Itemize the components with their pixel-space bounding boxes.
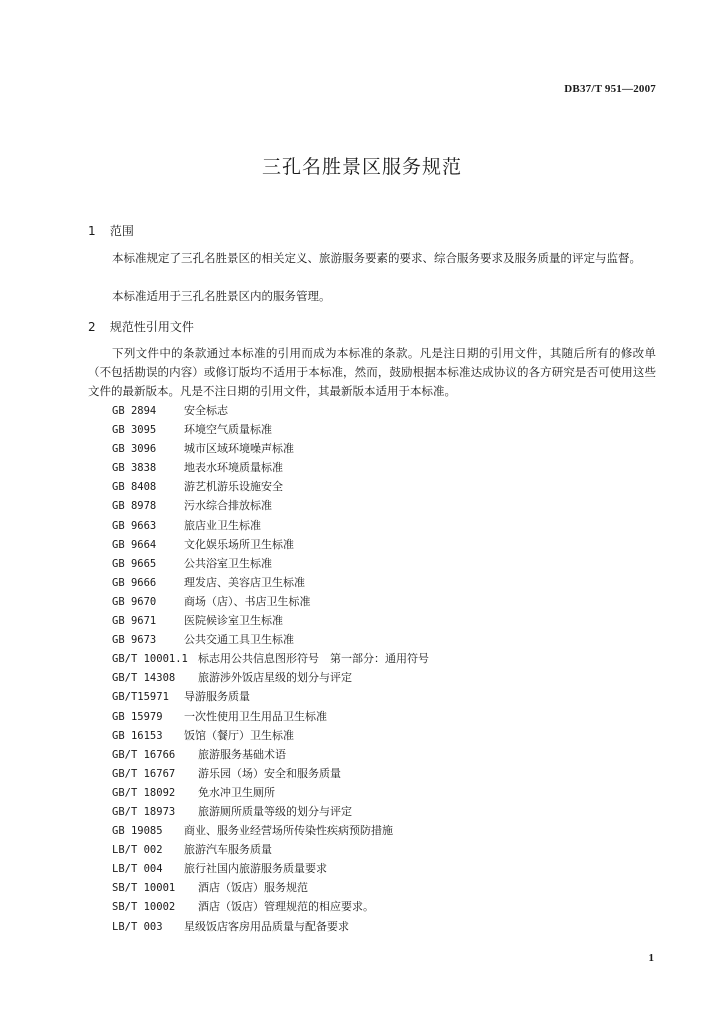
reference-code: GB 19085: [112, 825, 163, 838]
reference-code: GB 3096: [112, 443, 157, 456]
reference-item: [112, 573, 429, 592]
reference-item: [112, 516, 429, 535]
reference-code: GB 9663: [112, 519, 157, 532]
reference-item: [112, 611, 429, 630]
reference-title: 一次性使用卫生用品卫生标准: [184, 709, 327, 723]
reference-title: 环境空气质量标准: [184, 423, 272, 437]
reference-title: 旅店业卫生标准: [184, 518, 261, 532]
reference-code: GB 2894: [112, 405, 157, 417]
reference-code: GB 9665: [112, 557, 157, 570]
reference-code: GB 9664: [112, 538, 157, 551]
reference-code: GB 3095: [112, 424, 157, 437]
reference-title: 安全标志: [184, 404, 228, 417]
reference-code: GB/T15971: [112, 691, 169, 704]
reference-code: LB/T 004: [112, 863, 163, 876]
reference-item: [112, 592, 429, 611]
reference-title: 标志用公共信息图形符号 第一部分：通用符号: [198, 652, 429, 666]
reference-item: [112, 535, 429, 554]
section-2-paragraph: 下列文件中的条款通过本标准的引用而成为本标准的条款。凡是注日期的引用文件，其随后所有的修改单（不包括勘误的内容）或修订版均不适用于本标准，然而，鼓励根据本标准达成协议的各方研究是否可使用这些文件的最新版本。凡是不注日期的引用文件，其最新版本适用于本标准。: [88, 346, 656, 398]
document-title: 三孔名胜景区服务规范: [261, 156, 462, 178]
reference-item: [112, 420, 429, 439]
reference-item: [112, 439, 429, 458]
reference-code: GB 15979: [112, 710, 163, 723]
reference-item: [112, 840, 429, 859]
reference-item: [112, 897, 429, 916]
reference-code: GB 16153: [112, 729, 163, 742]
section-1-heading: [88, 222, 134, 239]
reference-code: GB 8408: [112, 481, 157, 494]
reference-code: GB 8978: [112, 500, 157, 513]
reference-item: [112, 668, 429, 687]
reference-item: [112, 726, 429, 745]
reference-code: GB 9670: [112, 595, 157, 608]
page-number: 1: [648, 952, 654, 964]
reference-title: 文化娱乐场所卫生标准: [184, 537, 294, 551]
reference-code: GB/T 18973: [112, 805, 176, 818]
section-2-heading: [88, 318, 194, 335]
reference-item: [112, 687, 429, 706]
reference-item: [112, 554, 429, 573]
reference-code: GB/T 16767: [112, 767, 176, 780]
section-1-title: 范围: [109, 224, 134, 238]
reference-title: 星级饭店客房用品质量与配备要求: [184, 919, 349, 933]
reference-title: 旅游服务基础术语: [198, 747, 286, 761]
reference-code: GB/T 18092: [112, 786, 176, 799]
reference-title: 酒店（饭店）管理规范的相应要求。: [198, 900, 374, 914]
reference-title: 公共浴室卫生标准: [184, 556, 272, 570]
reference-item: [112, 764, 429, 783]
reference-title: 医院候诊室卫生标准: [184, 614, 283, 628]
reference-title: 理发店、美容店卫生标准: [184, 575, 305, 589]
reference-title: 游艺机游乐设施安全: [184, 480, 283, 494]
section-2-title: 规范性引用文件: [109, 320, 194, 334]
reference-item: [112, 783, 429, 802]
reference-code: GB/T 14308: [112, 672, 176, 685]
reference-title: 旅游涉外饭店星级的划分与评定: [198, 671, 352, 685]
section-1-paragraph-2: 本标准适用于三孔名胜景区内的服务管理。: [112, 289, 331, 303]
reference-code: GB/T 16766: [112, 748, 176, 761]
reference-code: SB/T 10001: [112, 882, 176, 895]
reference-item: [112, 477, 429, 496]
section-1-number: 1: [88, 224, 96, 238]
reference-title: 酒店（饭店）服务规范: [198, 881, 308, 895]
reference-code: GB 3838: [112, 462, 157, 475]
reference-item: [112, 878, 429, 897]
reference-title: 地表水环境质量标准: [184, 461, 283, 475]
reference-item: [112, 802, 429, 821]
reference-title: 污水综合排放标准: [184, 499, 272, 513]
reference-title: 旅行社国内旅游服务质量要求: [184, 862, 327, 876]
reference-list: [112, 401, 429, 936]
reference-title: 旅游汽车服务质量: [184, 843, 272, 857]
reference-code: GB 9666: [112, 576, 157, 589]
reference-item: [112, 401, 429, 420]
reference-code: SB/T 10002: [112, 901, 176, 914]
reference-title: 旅游厕所质量等级的划分与评定: [198, 804, 352, 818]
reference-title: 免水冲卫生厕所: [198, 785, 275, 799]
reference-code: LB/T 002: [112, 844, 163, 857]
reference-code: GB 9673: [112, 634, 157, 647]
standard-code: DB37/T 951—2007: [564, 83, 656, 95]
reference-item: [112, 745, 429, 764]
reference-item: [112, 859, 429, 878]
reference-code: GB 9671: [112, 615, 157, 628]
reference-item: [112, 496, 429, 515]
section-1-paragraph-1: 本标准规定了三孔名胜景区的相关定义、旅游服务要素的要求、综合服务要求及服务质量的评定与监督。: [112, 251, 641, 265]
reference-item: [112, 917, 429, 936]
reference-item: [112, 458, 429, 477]
reference-item: [112, 707, 429, 726]
reference-title: 城市区域环境噪声标准: [184, 442, 294, 456]
reference-title: 商业、服务业经营场所传染性疾病预防措施: [184, 824, 393, 838]
reference-title: 公共交通工具卫生标准: [184, 633, 294, 647]
section-2-number: 2: [88, 320, 96, 334]
reference-code: GB/T 10001.1: [112, 653, 188, 666]
reference-title: 商场（店）、书店卫生标准: [184, 594, 311, 608]
reference-title: 游乐园（场）安全和服务质量: [198, 766, 341, 780]
reference-item: [112, 821, 429, 840]
reference-title: 饭馆（餐厅）卫生标准: [184, 728, 294, 742]
reference-item: [112, 630, 429, 649]
reference-title: 导游服务质量: [184, 690, 250, 704]
reference-item: [112, 649, 429, 668]
reference-code: LB/T 003: [112, 920, 163, 933]
